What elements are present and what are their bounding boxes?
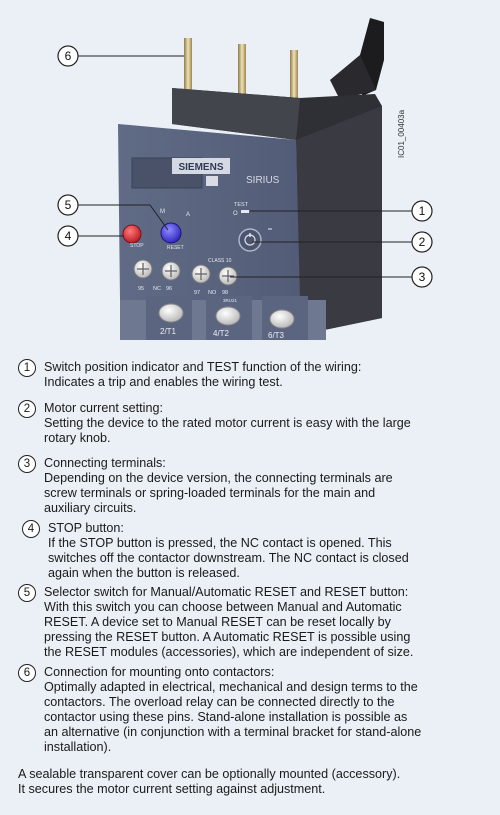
legend-text: contactors. The overload relay can be connected directly to the: [44, 695, 395, 709]
relay-front-plate: [118, 124, 326, 340]
legend-text: Optimally adapted in electrical, mechanical and design terms to the: [44, 680, 418, 694]
callout-6: [58, 46, 184, 66]
legend-number: 1: [18, 359, 36, 377]
legend-text: Indicates a trip and enables the wiring test.: [44, 375, 283, 389]
terminal-nc-label: NC: [153, 286, 161, 292]
terminal-97-label: 97: [194, 290, 201, 296]
legend-item-2: [18, 401, 411, 446]
legend-heading: Switch position indicator and TEST function of the wiring:: [44, 360, 362, 374]
legend-heading: STOP button:: [48, 521, 124, 535]
legend-text: Setting the device to the rated motor current is easy with the large: [44, 416, 411, 430]
o-label: O: [233, 211, 238, 217]
legend-text: again when the button is released.: [48, 566, 240, 580]
terminal-6t3-label: 6/T3: [268, 331, 285, 340]
legend-text: screw terminals or spring-loaded terminals for the main and: [44, 486, 376, 500]
legend-item-3: [18, 456, 393, 516]
legend-text: switches off the contactor downstream. The NC contact is closed: [48, 551, 409, 565]
legend-text: If the STOP button is pressed, the NC contact is opened. This: [48, 536, 392, 550]
terminal-96-label: 96: [166, 286, 173, 292]
legend-text: rotary knob.: [44, 431, 111, 445]
terminal-no-label: NO: [208, 290, 217, 296]
legend-text: an alternative (in conjunction with a terminal bracket for stand-alone: [44, 725, 422, 739]
test-label: TEST: [234, 202, 249, 208]
legend-heading: Connection for mounting onto contactors:: [44, 665, 275, 679]
legend-heading: Selector switch for Manual/Automatic RESET and RESET button:: [44, 585, 409, 599]
legend-number: 2: [18, 400, 36, 418]
series-text: SIRIUS: [246, 175, 280, 186]
footer-note: [18, 767, 488, 797]
reset-button[interactable]: [161, 223, 181, 243]
legend-item-4: [22, 521, 409, 581]
main-terminal-3-screw[interactable]: [270, 310, 294, 328]
legend-heading: Motor current setting:: [44, 401, 163, 415]
terminal-4t2-label: 4/T2: [213, 329, 230, 338]
reset-label: RESET: [167, 245, 184, 251]
stop-button[interactable]: [123, 225, 141, 243]
legend-number: 5: [18, 584, 36, 602]
svg-text:5: 5: [64, 198, 72, 212]
brand-text: SIEMENS: [178, 162, 224, 173]
led-window: [206, 176, 218, 186]
legend-item-1: [18, 360, 361, 390]
a-label: A: [186, 212, 191, 218]
svg-text:2: 2: [418, 235, 426, 249]
legend-text: contactor using these pins. Stand-alone installation is possible as: [44, 710, 408, 724]
stop-label: STOP: [130, 243, 144, 249]
terminal-2t1-label: 2/T1: [160, 327, 177, 336]
legend-text: installation).: [44, 740, 112, 754]
svg-text:6: 6: [64, 49, 72, 63]
switch-position-indicator[interactable]: [241, 210, 249, 213]
legend-heading: Connecting terminals:: [44, 456, 166, 470]
legend-text: With this switch you can choose between Manual and Automatic: [44, 600, 402, 614]
legend-text: the RESET modules (accessories), which are independent of size.: [44, 645, 414, 659]
legend-number: 3: [18, 455, 36, 473]
legend-text: RESET. A device set to Manual RESET can be reset locally by: [44, 615, 391, 629]
drawing-id: IC01_00403a: [397, 109, 406, 158]
class-label: CLASS 10: [208, 258, 232, 264]
main-terminal-1-screw[interactable]: [159, 304, 183, 322]
m-label: M: [160, 209, 165, 215]
svg-text:1: 1: [418, 204, 426, 218]
legend-number: 4: [22, 520, 40, 538]
svg-text:3: 3: [418, 270, 426, 284]
legend-text: Depending on the device version, the connecting terminals are: [44, 471, 393, 485]
terminal-95-label: 95: [138, 286, 145, 292]
terminal-98-label: 98: [222, 290, 229, 296]
batch-label: 3RU21: [223, 298, 238, 303]
svg-text:4: 4: [64, 229, 72, 243]
main-terminal-2-screw[interactable]: [216, 307, 240, 325]
legend-text: auxiliary circuits.: [44, 501, 137, 515]
motor-current-knob[interactable]: [239, 229, 261, 251]
legend-number: 6: [18, 664, 36, 682]
mounting-hook: [330, 18, 384, 100]
footer-line: A sealable transparent cover can be optionally mounted (accessory).: [18, 767, 401, 781]
footer-line: It secures the motor current setting against adjustment.: [18, 782, 326, 796]
legend-item-5: [18, 585, 413, 660]
overload-relay-figure: [0, 0, 500, 350]
callout-4: [58, 226, 124, 246]
legend-item-6: [18, 665, 421, 755]
legend-text: pressing the RESET button. A Automatic RESET is possible using: [44, 630, 411, 644]
